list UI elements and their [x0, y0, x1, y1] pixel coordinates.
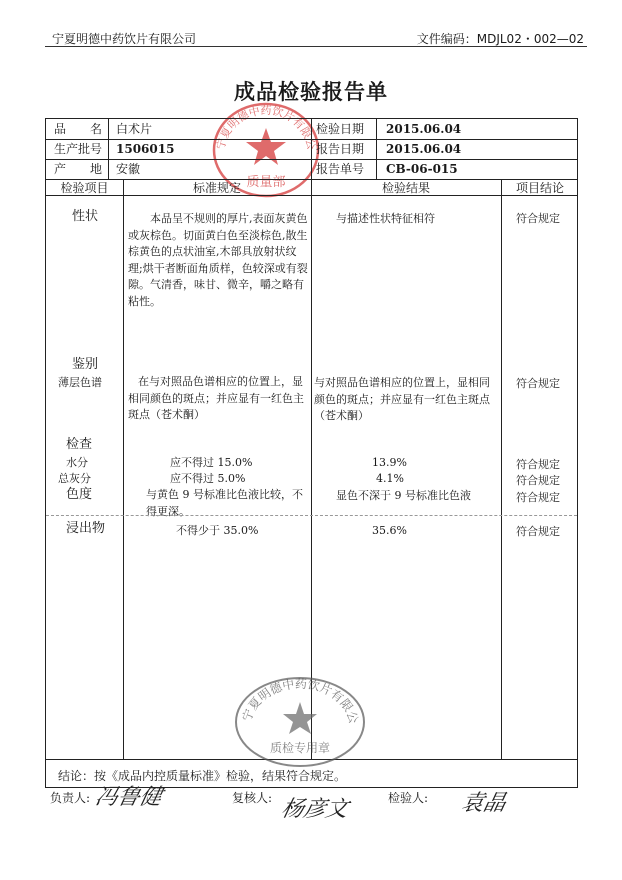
identification-result: 与对照品色谱相应的位置上，显相同颜色的斑点；并应显有一红色主斑点（苍术酮）: [314, 376, 490, 422]
color-result: 显色不深于 9 号标准比色液: [336, 489, 471, 502]
water-conclusion: 符合规定: [516, 458, 560, 471]
inspector-label: 检验人:: [388, 791, 429, 805]
inspector-signature: 袁晶: [458, 791, 509, 816]
report-title: 成品检验报告单: [234, 79, 388, 104]
report-number-label: 报告单号: [316, 162, 365, 176]
extract-conclusion: 符合规定: [516, 525, 560, 538]
water-result: 13.9%: [372, 456, 407, 469]
ash-item: 总灰分: [58, 472, 91, 485]
responsible-signature: 冯鲁健: [92, 785, 165, 810]
column-header-standard: 标准规定: [192, 181, 241, 195]
water-item: 水分: [66, 456, 88, 469]
color-conclusion: 符合规定: [516, 491, 560, 504]
appearance-standard: 本品呈不规则的厚片,表面灰黄色或灰棕色。切面黄白色至淡棕色,散生棕黄色的点状油室,木部具放射状纹理;烘干者断面角质样，色较深或有裂隙。气清香，味甘、微辛，嚼之略有粘性。: [128, 212, 308, 308]
column-header-result: 检验结果: [381, 181, 430, 195]
batch-number-value: 1506015: [116, 142, 175, 156]
report-number-value: CB-06-015: [386, 162, 458, 176]
extract-standard: 不得少于 35.0%: [176, 524, 259, 537]
product-name-label: 品 名: [54, 122, 103, 136]
responsible-label: 负责人:: [50, 791, 91, 805]
water-standard: 应不得过 15.0%: [170, 456, 253, 469]
appearance-result: 与描述性状特征相符: [336, 212, 435, 225]
qc-stamp: [232, 672, 368, 768]
examination-group: 检查: [66, 437, 93, 452]
company-name: 宁夏明德中药饮片有限公司: [52, 32, 197, 46]
quality-stamp-ring-text: 宁夏明德中药饮片有限公: [214, 103, 318, 151]
star-icon: [283, 702, 317, 734]
qc-stamp-name: 质检专用章: [269, 741, 331, 755]
inspection-date-value: 2015.06.04: [386, 122, 462, 136]
column-header-conclusion: 项目结论: [515, 181, 564, 195]
product-name-value: 白术片: [116, 122, 153, 136]
report-date-label: 报告日期: [316, 142, 365, 156]
appearance-item: 性状: [72, 209, 99, 224]
origin-label: 产 地: [54, 162, 103, 176]
inspection-date-label: 检验日期: [316, 122, 365, 136]
column-header-item: 检验项目: [60, 181, 109, 195]
report-date-value: 2015.06.04: [386, 142, 462, 156]
color-standard: 与黄色 9 号标准比色液比较，不得更深。: [146, 488, 303, 518]
extract-item: 浸出物: [66, 521, 106, 536]
origin-value: 安徽: [116, 162, 141, 176]
ash-result: 4.1%: [376, 472, 404, 485]
ash-standard: 应不得过 5.0%: [170, 472, 246, 485]
batch-number-label: 生产批号: [54, 142, 103, 156]
appearance-conclusion: 符合规定: [516, 212, 560, 225]
identification-conclusion: 符合规定: [516, 377, 560, 390]
identification-group: 鉴别: [72, 357, 99, 372]
reviewer-label: 复核人:: [232, 791, 273, 805]
reviewer-signature: 杨彦文: [278, 797, 351, 822]
identification-item: 薄层色谱: [58, 376, 102, 389]
quality-stamp-name: 质量部: [246, 175, 286, 190]
header-rule: [45, 46, 587, 47]
qc-stamp-ring-text: 宁夏明德中药饮片有限公: [239, 676, 361, 726]
color-item: 色度: [66, 487, 93, 502]
ash-conclusion: 符合规定: [516, 474, 560, 487]
conclusion-text: 结论：按《成品内控质量标准》检验，结果符合规定。: [58, 769, 347, 783]
document-code: 文件编码：MDJL02・002—02: [416, 32, 584, 46]
identification-standard: 在与对照品色谱相应的位置上，显相同颜色的斑点；并应显有一红色主斑点（苍术酮）: [128, 375, 304, 421]
extract-result: 35.6%: [372, 524, 407, 537]
